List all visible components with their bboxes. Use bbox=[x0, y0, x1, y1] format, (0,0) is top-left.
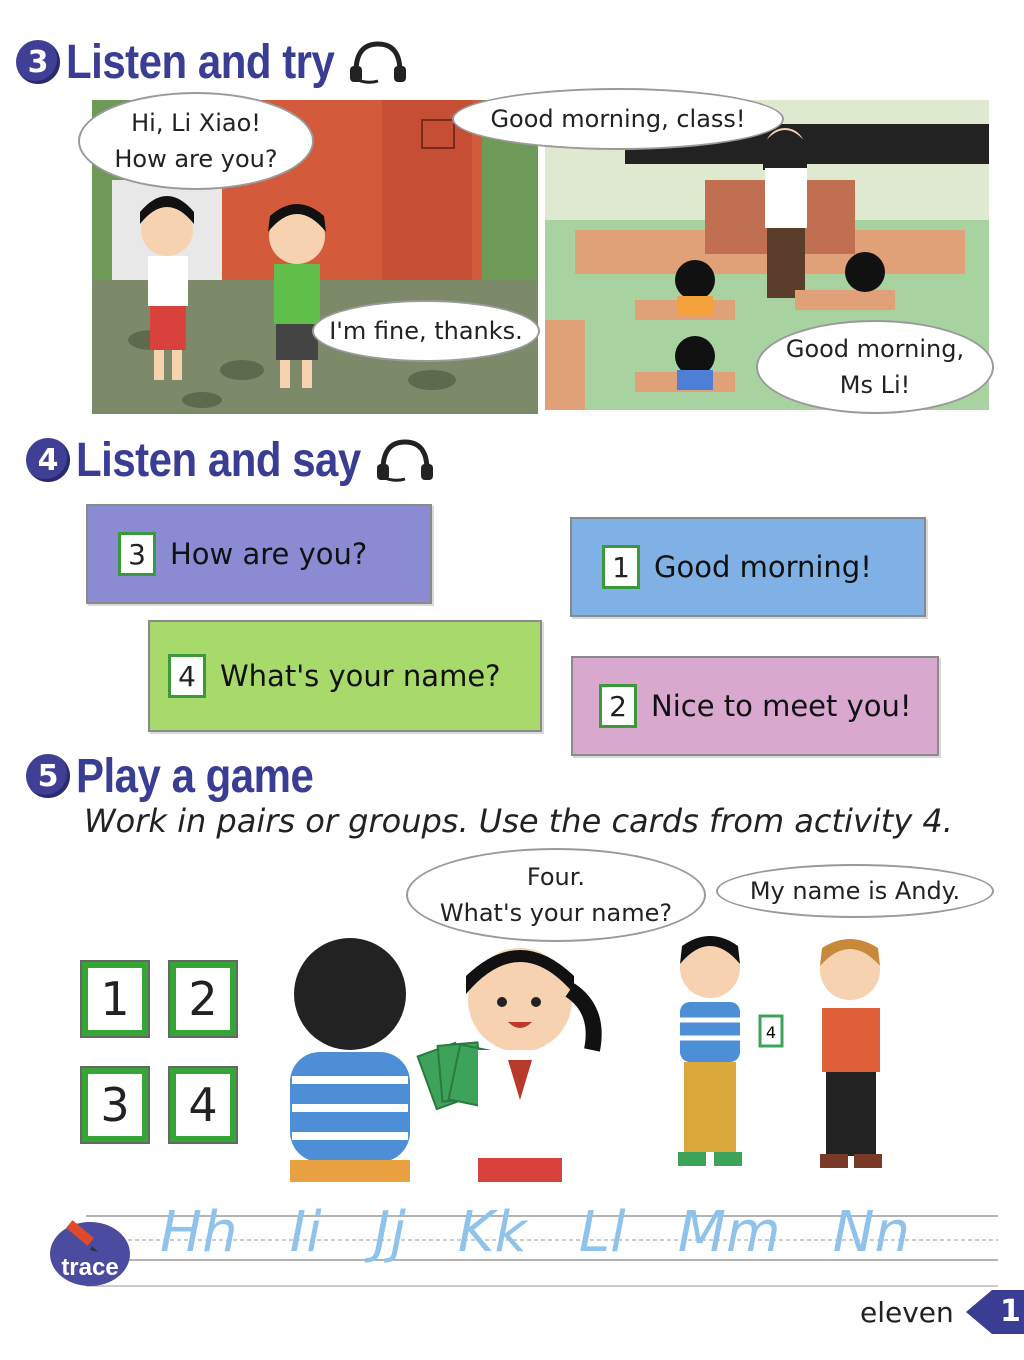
trace-letter: Nn bbox=[832, 1200, 910, 1265]
card-text: Nice to meet you! bbox=[651, 689, 912, 723]
trace-letters bbox=[160, 1200, 910, 1265]
card-text: What's your name? bbox=[220, 659, 501, 693]
trace-letter: Hh bbox=[160, 1200, 238, 1265]
section-title: Listen and try bbox=[66, 34, 335, 89]
speech-bubble-andy: My name is Andy. bbox=[716, 864, 994, 918]
trace-letter: Ii bbox=[289, 1200, 322, 1265]
card-number: 4 bbox=[168, 654, 206, 698]
card-number: 1 bbox=[602, 545, 640, 589]
instructions: Work in pairs or groups. Use the cards from activity 4. bbox=[84, 802, 953, 840]
phrase-card[interactable] bbox=[148, 620, 542, 732]
phrase-card[interactable] bbox=[571, 656, 939, 756]
speech-bubble-good-morning-class: Good morning, class! bbox=[452, 88, 784, 150]
trace-letter: Kk bbox=[457, 1200, 527, 1265]
children-playing-illustration bbox=[280, 930, 620, 1182]
section-title: Play a game bbox=[76, 748, 314, 803]
card-number: 3 bbox=[118, 532, 156, 576]
section-number: 5 bbox=[26, 754, 70, 798]
trace-letter: Mm bbox=[677, 1200, 781, 1265]
game-card[interactable]: 2 bbox=[170, 962, 236, 1036]
phrase-card[interactable] bbox=[86, 504, 432, 604]
section-title: Listen and say bbox=[76, 432, 361, 487]
game-card[interactable]: 4 bbox=[170, 1068, 236, 1142]
card-text: Good morning! bbox=[654, 550, 872, 584]
section-4-heading bbox=[26, 432, 435, 487]
phrase-card[interactable] bbox=[570, 517, 926, 617]
card-text: How are you? bbox=[170, 537, 368, 571]
trace-letter: Ll bbox=[578, 1200, 626, 1265]
section-5-heading bbox=[26, 748, 314, 803]
game-card[interactable]: 3 bbox=[82, 1068, 148, 1142]
section-number: 4 bbox=[26, 438, 70, 482]
page-number-word: eleven bbox=[860, 1296, 954, 1329]
speech-bubble-hi: Hi, Li Xiao! How are you? bbox=[78, 92, 314, 190]
trace-label: trace bbox=[61, 1254, 119, 1281]
trace-letter: Jj bbox=[373, 1200, 406, 1265]
pencil-icon bbox=[62, 1214, 102, 1254]
held-card-number: 4 bbox=[765, 1023, 777, 1042]
section-3-heading bbox=[16, 34, 408, 89]
speech-bubble-good-morning-ms: Good morning, Ms Li! bbox=[756, 320, 994, 414]
speech-bubble-four: Four. What's your name? bbox=[406, 848, 706, 942]
page-number-tab bbox=[966, 1290, 1024, 1334]
game-card[interactable]: 1 bbox=[82, 962, 148, 1036]
boys-introduction-illustration bbox=[660, 932, 910, 1178]
headphones-icon[interactable] bbox=[375, 438, 435, 482]
trace-badge bbox=[50, 1222, 130, 1286]
speech-bubble-fine: I'm fine, thanks. bbox=[312, 300, 540, 362]
section-number: 3 bbox=[16, 40, 60, 84]
page-number: 1 bbox=[1000, 1294, 1021, 1329]
headphones-icon[interactable] bbox=[348, 40, 408, 84]
card-number: 2 bbox=[599, 684, 637, 728]
